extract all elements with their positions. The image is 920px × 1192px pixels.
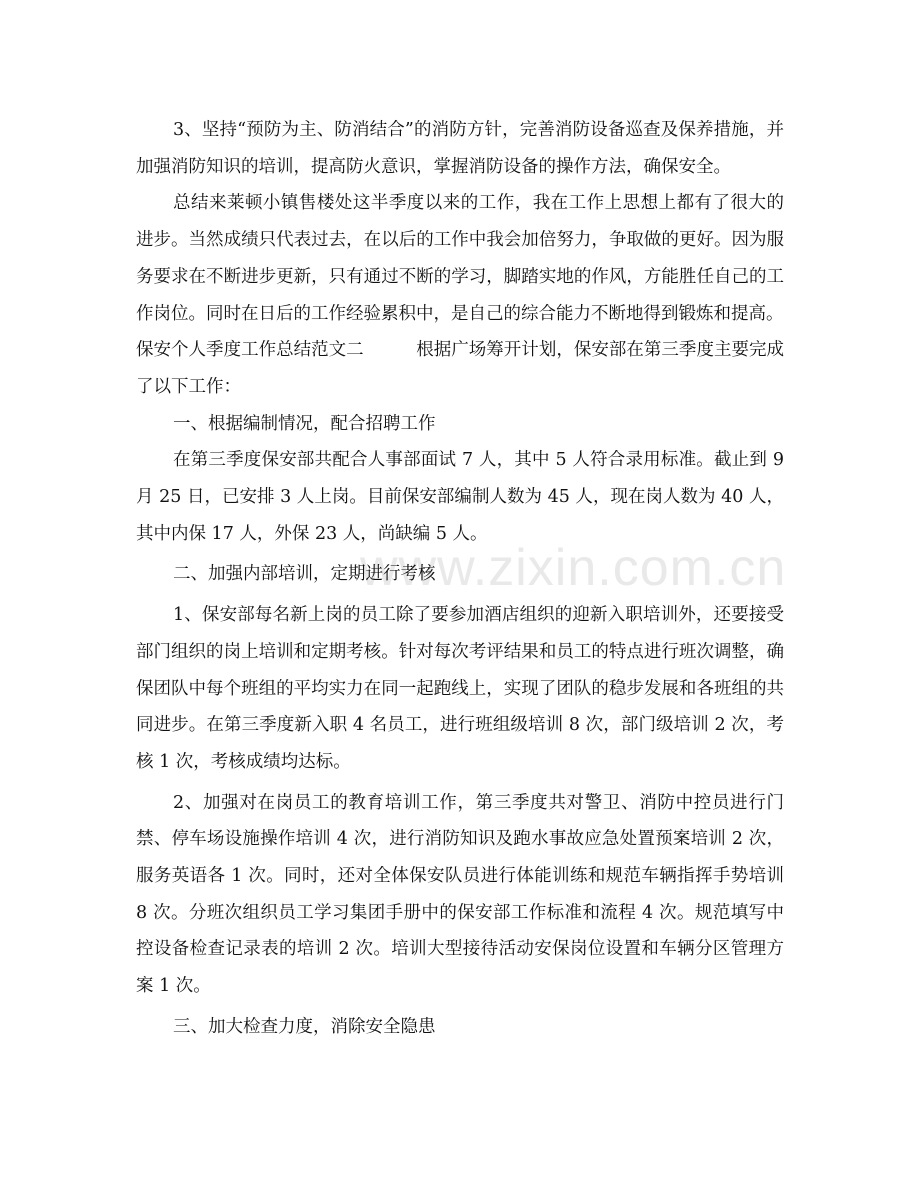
section-heading-inspection: 三、加大检查力度，消除安全隐患: [173, 1016, 436, 1037]
paragraph-sample-two-title: 保安个人季度工作总结范文二 根据广场筹开计划，保安部在第三季度主要完成了以下工作：: [136, 340, 784, 397]
paragraph-training-new: 1、保安部每名新上岗的员工除了要参加酒店组织的迎新入职培训外，还要接受部门组织的岗上培训和定期考核。针对每次考评结果和员工的特点进行班次调整，确保团队中每个班组的平均实力在同一起跑线上，实现了团队的稳步发展和各班组的共同进步。在第三季度新入职 4 名员工，进行班组级培训 8 次，部门级培训 2 次，考核 1 次，考核成绩均达标。: [136, 605, 784, 772]
section-heading-recruitment: 一、根据编制情况，配合招聘工作: [173, 413, 436, 434]
document-body: [136, 112, 787, 1046]
paragraph-summary: 总结来莱顿小镇售楼处这半季度以来的工作，我在工作上思想上都有了很大的进步。当然成绩只代表过去，在以后的工作中我会加倍努力，争取做的更好。因为服务要求在不断进步更新，只有通过不断的学习，脚踏实地的作风，方能胜任自己的工作岗位。同时在日后的工作经验累积中，是自己的综合能力不断地得到锻炼和提高。: [136, 193, 784, 324]
paragraph-fire-policy: 3、坚持“预防为主、防消结合”的消防方针，完善消防设备巡查及保养措施，并加强消防知识的培训，提高防火意识，掌握消防设备的操作方法，确保安全。: [136, 120, 784, 177]
paragraph-training-onduty: 2、加强对在岗员工的教育培训工作，第三季度共对警卫、消防中控员进行门禁、停车场设施操作培训 4 次，进行消防知识及跑水事故应急处置预案培训 2 次，服务英语各 1 次。同时，还对全体保安队员进行体能训练和规范车辆指挥手势培训 8 次。分班次组织员工学习集团手册中的保安部工作标准和流程 4 次。规范填写中控设备检查记录表的培训 2 次。培训大型接待活动安保岗位设置和车辆分区管理方案 1 次。: [136, 792, 784, 997]
paragraph-recruitment: 在第三季度保安部共配合人事部面试 7 人，其中 5 人符合录用标准。截止到 9 月 25 日，已安排 3 人上岗。目前保安部编制人数为 45 人，现在岗人数为 40 人，其中内保 17 人，外保 23 人，尚缺编 5 人。: [136, 450, 784, 544]
watermark: www.zixin.com.cn: [360, 539, 787, 597]
section-heading-training: 二、加强内部培训，定期进行考核: [173, 564, 436, 585]
